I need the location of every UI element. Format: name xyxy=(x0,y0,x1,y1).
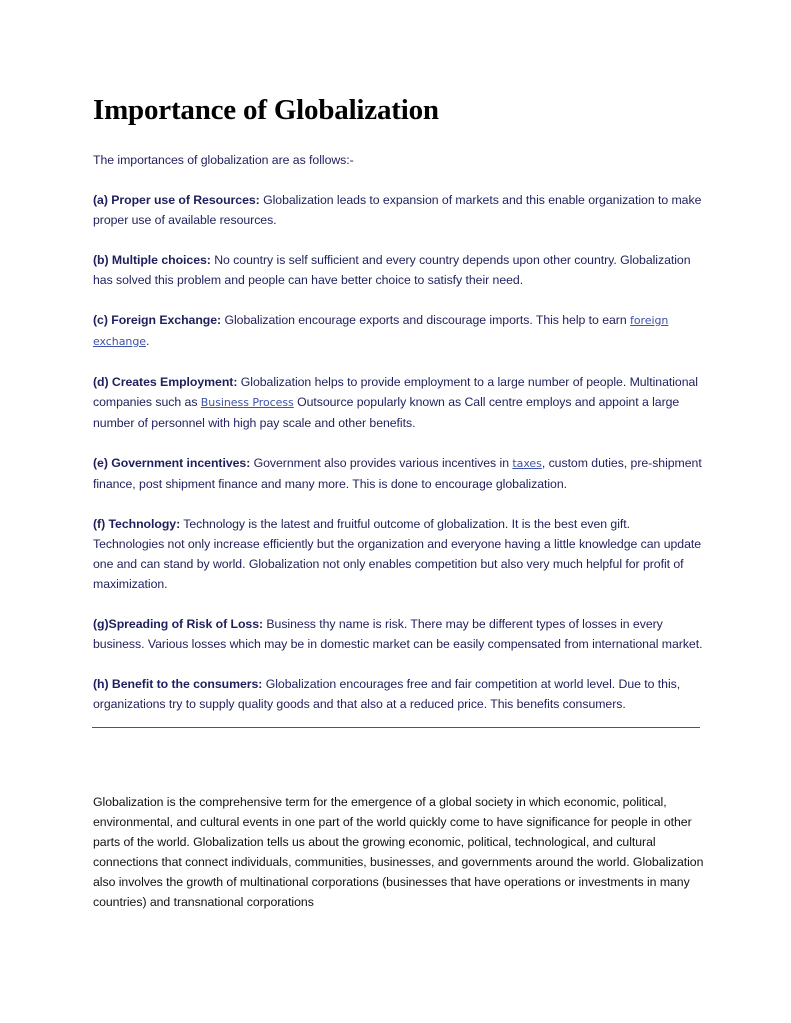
item-label: (b) Multiple choices: xyxy=(93,253,211,267)
item-text: Business thy name is risk. There may be different types of losses in every business. Various losses which may be in domestic market can be easily compensated from international market. xyxy=(93,617,703,651)
page-title: Importance of Globalization xyxy=(93,94,439,126)
section-divider xyxy=(92,727,700,728)
item-label: (e) Government incentives: xyxy=(93,456,251,470)
item-label: (c) Foreign Exchange: xyxy=(93,313,222,327)
item-spreading-of-risk xyxy=(93,614,703,654)
item-text-end: . xyxy=(145,334,150,348)
item-text: Globalization helps to provide employment to a large number of people. Multinational companies such as xyxy=(93,375,698,409)
item-text: Technology is the latest and fruitful outcome of globalization. It is the best even gift. Technologies not only increase efficiently but the organization and everyone having a little knowledge can update one and can stand by world. Globalization not only enables competition but also very much helpful for profit of maximization. xyxy=(93,517,702,591)
item-text: Government also provides various incentives in xyxy=(250,456,513,470)
item-text: Globalization encourage exports and discourage imports. This help to earn xyxy=(221,313,630,327)
item-text: Globalization encourages free and fair competition at world level. Due to this, organizations try to supply quality goods and that also at a reduced price. This benefits consumers. xyxy=(93,677,681,711)
item-label: (g)Spreading of Risk of Loss: xyxy=(93,617,264,631)
item-label: (d) Creates Employment: xyxy=(93,375,238,389)
item-government-incentives xyxy=(93,453,703,494)
item-text-end: , custom duties, pre-shipment finance, post shipment finance and many more. This is done to encourage globalization. xyxy=(93,456,702,491)
item-technology xyxy=(93,514,703,594)
item-multiple-choices xyxy=(93,250,703,290)
item-text: Globalization leads to expansion of markets and this enable organization to make proper use of available resources. xyxy=(93,193,702,227)
item-foreign-exchange xyxy=(93,310,703,352)
closing-paragraph: Globalization is the comprehensive term for the emergence of a global society in which economic, political, environmental, and cultural events in one part of the world quickly come to have significance for people in other parts of the world. Globalization tells us about the growing economic, political, technological, and cultural connections that connect individuals, communities, businesses, and governments around the world. Globalization also involves the growth of multinational corporations (businesses that have operations or investments in many countries) and transnational corporations xyxy=(93,795,704,909)
taxes-link[interactable]: taxes xyxy=(512,457,542,470)
foreign-exchange-link[interactable]: foreign exchange xyxy=(93,314,669,348)
item-label: (a) Proper use of Resources: xyxy=(93,193,260,207)
item-creates-employment xyxy=(93,372,703,433)
document-body xyxy=(93,92,703,728)
item-label: (f) Technology: xyxy=(93,517,181,531)
item-text: No country is self sufficient and every country depends upon other country. Globalization has solved this problem and people can have better choice to satisfy their need. xyxy=(93,253,691,287)
intro-text: The importances of globalization are as follows:- xyxy=(93,153,354,167)
item-label: (h) Benefit to the consumers: xyxy=(93,677,263,691)
item-proper-use-of-resources xyxy=(93,190,703,230)
item-benefit-to-consumers xyxy=(93,674,703,714)
item-text-end: Outsource popularly known as Call centre employs and appoint a large number of personnel with high pay scale and other benefits. xyxy=(93,395,680,430)
business-process-link[interactable]: Business Process xyxy=(200,396,294,409)
